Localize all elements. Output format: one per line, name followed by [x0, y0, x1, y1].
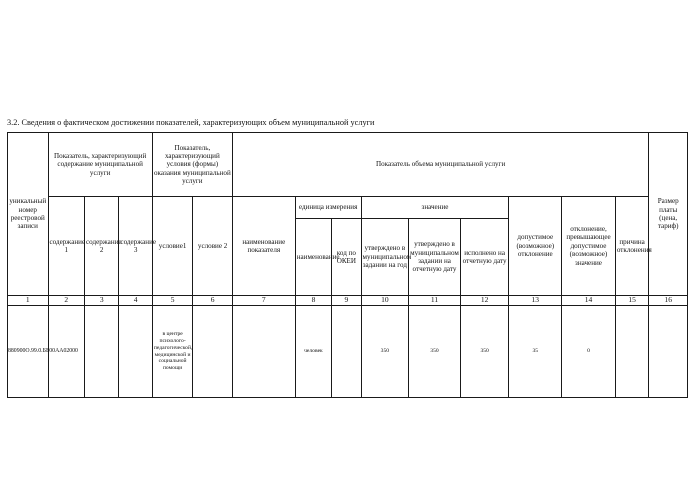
cell-condition-2 [193, 306, 233, 398]
header-allowed-deviation: допустимое (возможное) отклонение [509, 197, 562, 296]
header-condition-1: условие1 [152, 197, 193, 296]
header-value: значение [361, 197, 509, 219]
volume-indicators-table [7, 132, 688, 398]
column-number: 1 [8, 296, 49, 306]
cell-reason [615, 306, 649, 398]
column-number: 2 [48, 296, 84, 306]
cell-approved-year: 350 [361, 306, 409, 398]
header-indicator-name: наименование показателя [232, 197, 295, 296]
column-number: 12 [460, 296, 509, 306]
header-reason: причина отклонения [615, 197, 649, 296]
header-deviation-exceeding: отклонение, превышающее допустимое (возможное) значение [562, 197, 616, 296]
header-content-3: содержание 3 [119, 197, 152, 296]
header-approved-year: утверждено в муниципальном задании на год [361, 219, 409, 296]
header-condition-2: условие 2 [193, 197, 233, 296]
cell-fee [649, 306, 688, 398]
header-content-1: содержание 1 [48, 197, 84, 296]
header-unit-name: наименование [295, 219, 331, 296]
header-conditions-group: Показатель, характеризующий условия (формы) оказания муниципальной услуги [152, 133, 232, 197]
header-content-group: Показатель, характеризующий содержание муниципальной услуги [48, 133, 152, 197]
header-approved-report: утверждено в муниципальном задании на отчетную дату [409, 219, 461, 296]
cell-content-2 [84, 306, 118, 398]
cell-condition-1: в центре психолого-педагогической, медицинской и социальной помощи [152, 306, 193, 398]
header-content-2: содержание 2 [84, 197, 118, 296]
column-number: 13 [509, 296, 562, 306]
column-number: 16 [649, 296, 688, 306]
column-number: 14 [562, 296, 616, 306]
cell-indicator-name [232, 306, 295, 398]
header-fee: Размер платы (цена, тариф) [649, 133, 688, 296]
cell-allowed-deviation: 35 [509, 306, 562, 398]
header-row-1 [8, 133, 688, 197]
column-number: 15 [615, 296, 649, 306]
column-number: 7 [232, 296, 295, 306]
column-number: 9 [332, 296, 361, 306]
cell-unit-name: человек [295, 306, 331, 398]
header-volume-group: Показатель объема муниципальной услуги [232, 133, 648, 197]
column-number: 5 [152, 296, 193, 306]
cell-deviation-exceeding: 0 [562, 306, 616, 398]
cell-okei-code [332, 306, 361, 398]
column-number: 6 [193, 296, 233, 306]
header-unit: единица измерения [295, 197, 361, 219]
header-executed: исполнено на отчетную дату [460, 219, 509, 296]
cell-executed: 350 [460, 306, 509, 398]
cell-content-3 [119, 306, 152, 398]
column-number: 4 [119, 296, 152, 306]
column-number: 11 [409, 296, 461, 306]
section-title: 3.2. Сведения о фактическом достижении показателей, характеризующих объем муниципальной услуги [7, 118, 375, 127]
cell-approved-report: 350 [409, 306, 461, 398]
table-row [8, 306, 688, 398]
column-number: 8 [295, 296, 331, 306]
header-okei-code: код по ОКЕИ [332, 219, 361, 296]
column-number: 3 [84, 296, 118, 306]
column-number: 10 [361, 296, 409, 306]
cell-unique-number: 880900О.99.0.ББ00АА02000 [8, 306, 49, 398]
header-unique-number: уникальный номер реестровой записи [8, 133, 49, 296]
header-row-2 [8, 197, 688, 219]
column-number-row [8, 296, 688, 306]
